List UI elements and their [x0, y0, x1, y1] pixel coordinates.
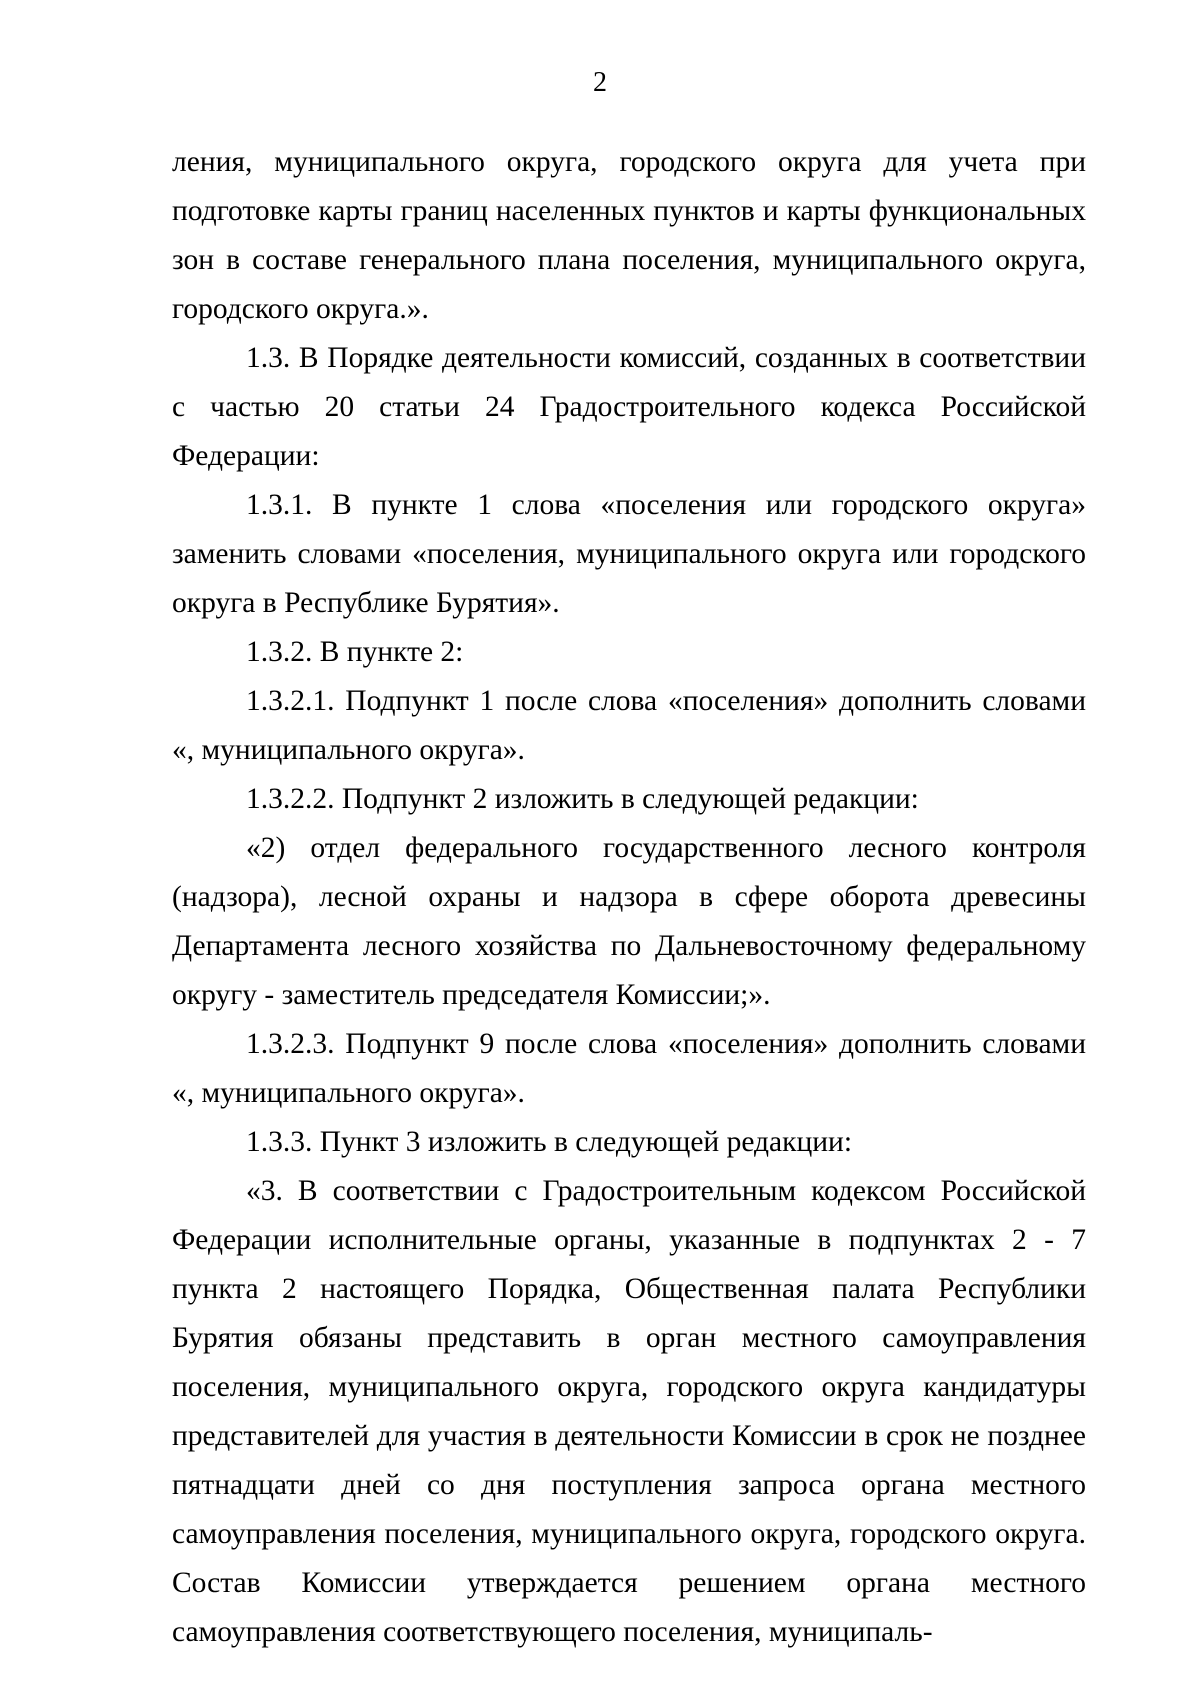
- paragraph-quoted-item-2: «2) отдел федерального государственного лесного контроля (надзора), лесной охраны и надзора в сфере оборота древесины Департамента лесного хозяйства по Дальневосточному федеральному округу - заместитель председателя Комиссии;».: [172, 832, 1086, 1011]
- paragraph-1-3-2: 1.3.2. В пункте 2:: [246, 636, 464, 668]
- paragraph-continuation: ления, муниципального округа, городского округа для учета при подготовке карты границ населенных пунктов и карты функциональных зон в составе генерального плана поселения, муниципального округа, городского округа.».: [172, 146, 1086, 325]
- page-number: 2: [593, 67, 607, 98]
- paragraph-1-3: 1.3. В Порядке деятельности комиссий, созданных в соответствии с частью 20 статьи 24 Градостроительного кодекса Российской Федерации:: [172, 342, 1086, 472]
- paragraph-1-3-2-3: 1.3.2.3. Подпункт 9 после слова «поселения» дополнить словами «, муниципального округа».: [172, 1028, 1086, 1109]
- document-body: [172, 138, 1086, 1657]
- paragraph-1-3-3: 1.3.3. Пункт 3 изложить в следующей редакции:: [246, 1126, 853, 1158]
- paragraph-1-3-1: 1.3.1. В пункте 1 слова «поселения или городского округа» заменить словами «поселения, муниципального округа или городского округа в Республике Бурятия».: [172, 489, 1086, 619]
- paragraph-1-3-2-1: 1.3.2.1. Подпункт 1 после слова «поселения» дополнить словами «, муниципального округа».: [172, 685, 1086, 766]
- paragraph-quoted-item-3: «3. В соответствии с Градостроительным кодексом Российской Федерации исполнительные органы, указанные в подпунктах 2 - 7 пункта 2 настоящего Порядка, Общественная палата Республики Бурятия обязаны представить в орган местного самоуправления поселения, муниципального округа, городского округа кандидатуры представителей для участия в деятельности Комиссии в срок не позднее пятнадцати дней со дня поступления запроса органа местного самоуправления поселения, муниципального округа, городского округа. Состав Комиссии утверждается решением органа местного самоуправления соответствующего поселения, муниципаль-: [172, 1175, 1086, 1648]
- paragraph-1-3-2-2: 1.3.2.2. Подпункт 2 изложить в следующей редакции:: [246, 783, 919, 815]
